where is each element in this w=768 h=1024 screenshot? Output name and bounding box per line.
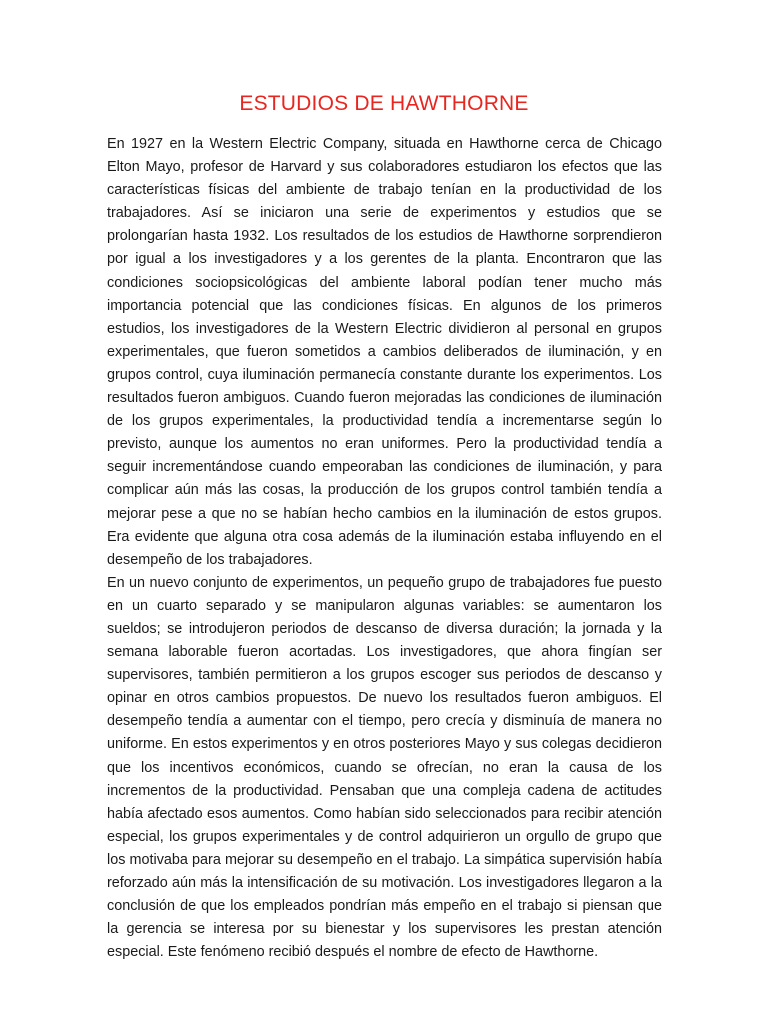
document-title: ESTUDIOS DE HAWTHORNE	[239, 92, 529, 115]
paragraph-1: En 1927 en la Western Electric Company, situada en Hawthorne cerca de Chicago Elton Mayo, profesor de Harvard y sus colaboradores estudiaron los efectos que las características físicas del ambiente de trabajo tenían en la productividad de los trabajadores. Así se iniciaron una serie de experimentos y estudios que se prolongarían hasta 1932. Los resultados de los estudios de Hawthorne sorprendieron por igual a los investigadores y a los gerentes de la planta. Encontraron que las condiciones sociopsicológicas del ambiente laboral podían tener mucho más importancia potencial que las condiciones físicas. En algunos de los primeros estudios, los investigadores de la Western Electric dividieron al personal en grupos experimentales, que fueron sometidos a cambios deliberados de iluminación, y en grupos control, cuya iluminación permanecía constante durante los experimentos. Los resultados fueron ambiguos. Cuando fueron mejoradas las condiciones de iluminación de los grupos experimentales, la productividad tendía a incrementarse según lo previsto, aunque los aumentos no eran uniformes. Pero la productividad tendía a seguir incrementándose cuando empeoraban las condiciones de iluminación, y para complicar aún más las cosas, la producción de los grupos control también tendía a mejorar pese a que no se habían hecho cambios en la iluminación de estos grupos. Era evidente que alguna otra cosa además de la iluminación estaba influyendo en el desempeño de los trabajadores.	[107, 136, 662, 568]
paragraph-2: En un nuevo conjunto de experimentos, un pequeño grupo de trabajadores fue puesto en un cuarto separado y se manipularon algunas variables: se aumentaron los sueldos; se introdujeron periodos de descanso de diversa duración; la jornada y la semana laborable fueron acortadas. Los investigadores, que ahora fingían ser supervisores, también permitieron a los grupos escoger sus periodos de descanso y opinar en otros cambios propuestos. De nuevo los resultados fueron ambiguos. El desempeño tendía a aumentar con el tiempo, pero crecía y disminuía de manera no uniforme. En estos experimentos y en otros posteriores Mayo y sus colegas decidieron que los incentivos económicos, cuando se ofrecían, no eran la causa de los incrementos de la productividad. Pensaban que una compleja cadena de actitudes había afectado esos aumentos. Como habían sido seleccionados para recibir atención especial, los grupos experimentales y de control adquirieron un orgullo de grupo que los motivaba para mejorar su desempeño en el trabajo. La simpática supervisión había reforzado aún más la intensificación de su motivación. Los investigadores llegaron a la conclusión de que los empleados pondrían más empeño en el trabajo si piensan que la gerencia se interesa por su bienestar y los supervisores les prestan atención especial. Este fenómeno recibió después el nombre de efecto de Hawthorne.	[107, 574, 662, 961]
document-body	[107, 133, 662, 964]
